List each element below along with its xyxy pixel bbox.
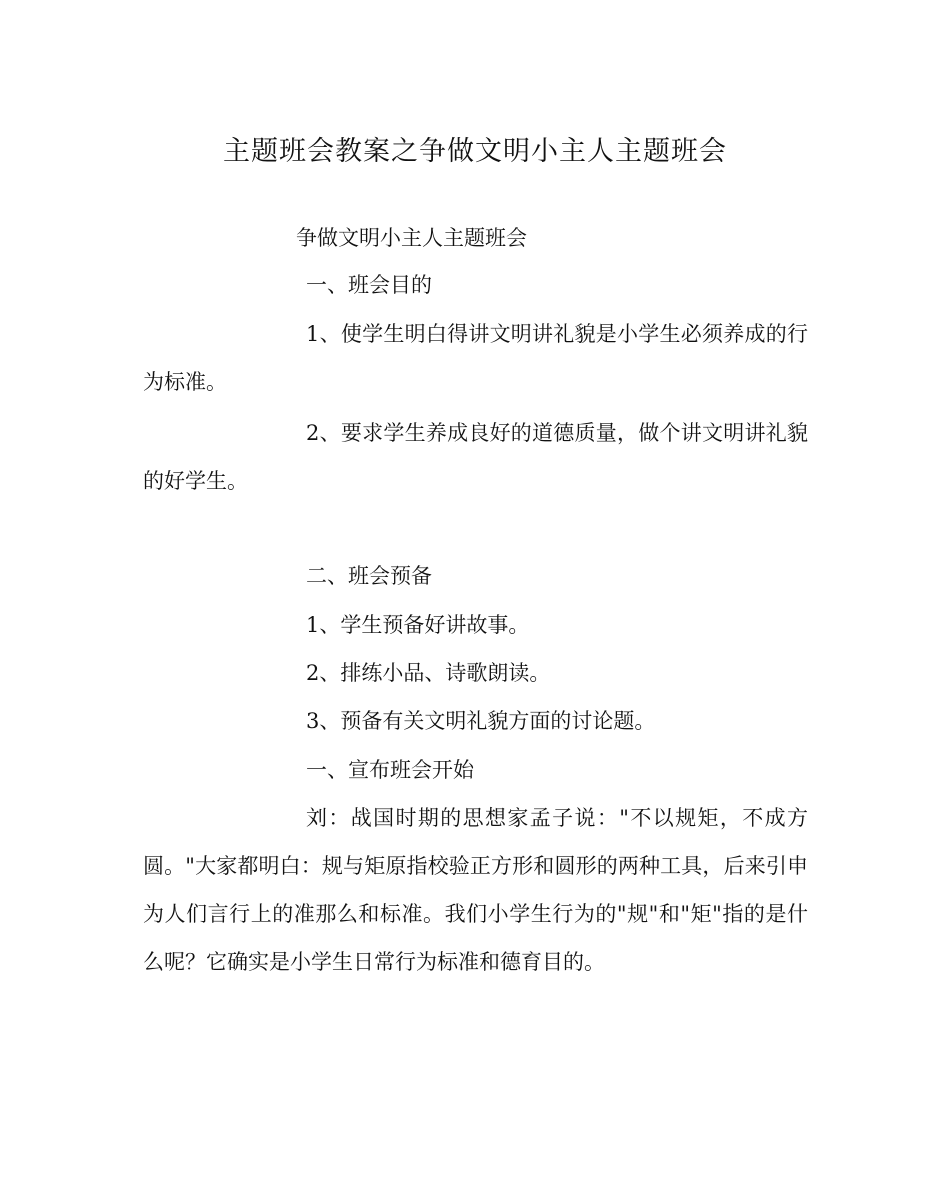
purpose-item-2: 2、要求学生养成良好的道德质量，做个讲文明讲礼貌的好学生。 [143, 421, 808, 493]
opening-paragraph: 刘：战国时期的思想家孟子说："不以规矩，不成方圆。"大家都明白：规与矩原指校验正方形和圆形的两种工具，后来引申为人们言行上的准那么和标准。我们小学生行为的"规"和"矩"指的是什么呢？它确实是小学生日常行为标准和德育目的。 [143, 806, 808, 974]
section-heading-purpose: 一、班会目的 [306, 273, 432, 297]
subtitle: 争做文明小主人主题班会 [296, 226, 527, 250]
section-heading-preparation: 二、班会预备 [306, 564, 432, 588]
document-title: 主题班会教案之争做文明小主人主题班会 [223, 136, 727, 167]
preparation-item-3: 3、预备有关文明礼貌方面的讨论题。 [306, 709, 656, 733]
preparation-item-2: 2、排练小品、诗歌朗读。 [306, 661, 551, 685]
purpose-item-1: 1、使学生明白得讲文明讲礼貌是小学生必须养成的行为标准。 [143, 322, 808, 394]
document-body [143, 0, 808, 1189]
section-heading-start: 一、宣布班会开始 [306, 758, 474, 782]
preparation-item-1: 1、学生预备好讲故事。 [306, 613, 530, 637]
